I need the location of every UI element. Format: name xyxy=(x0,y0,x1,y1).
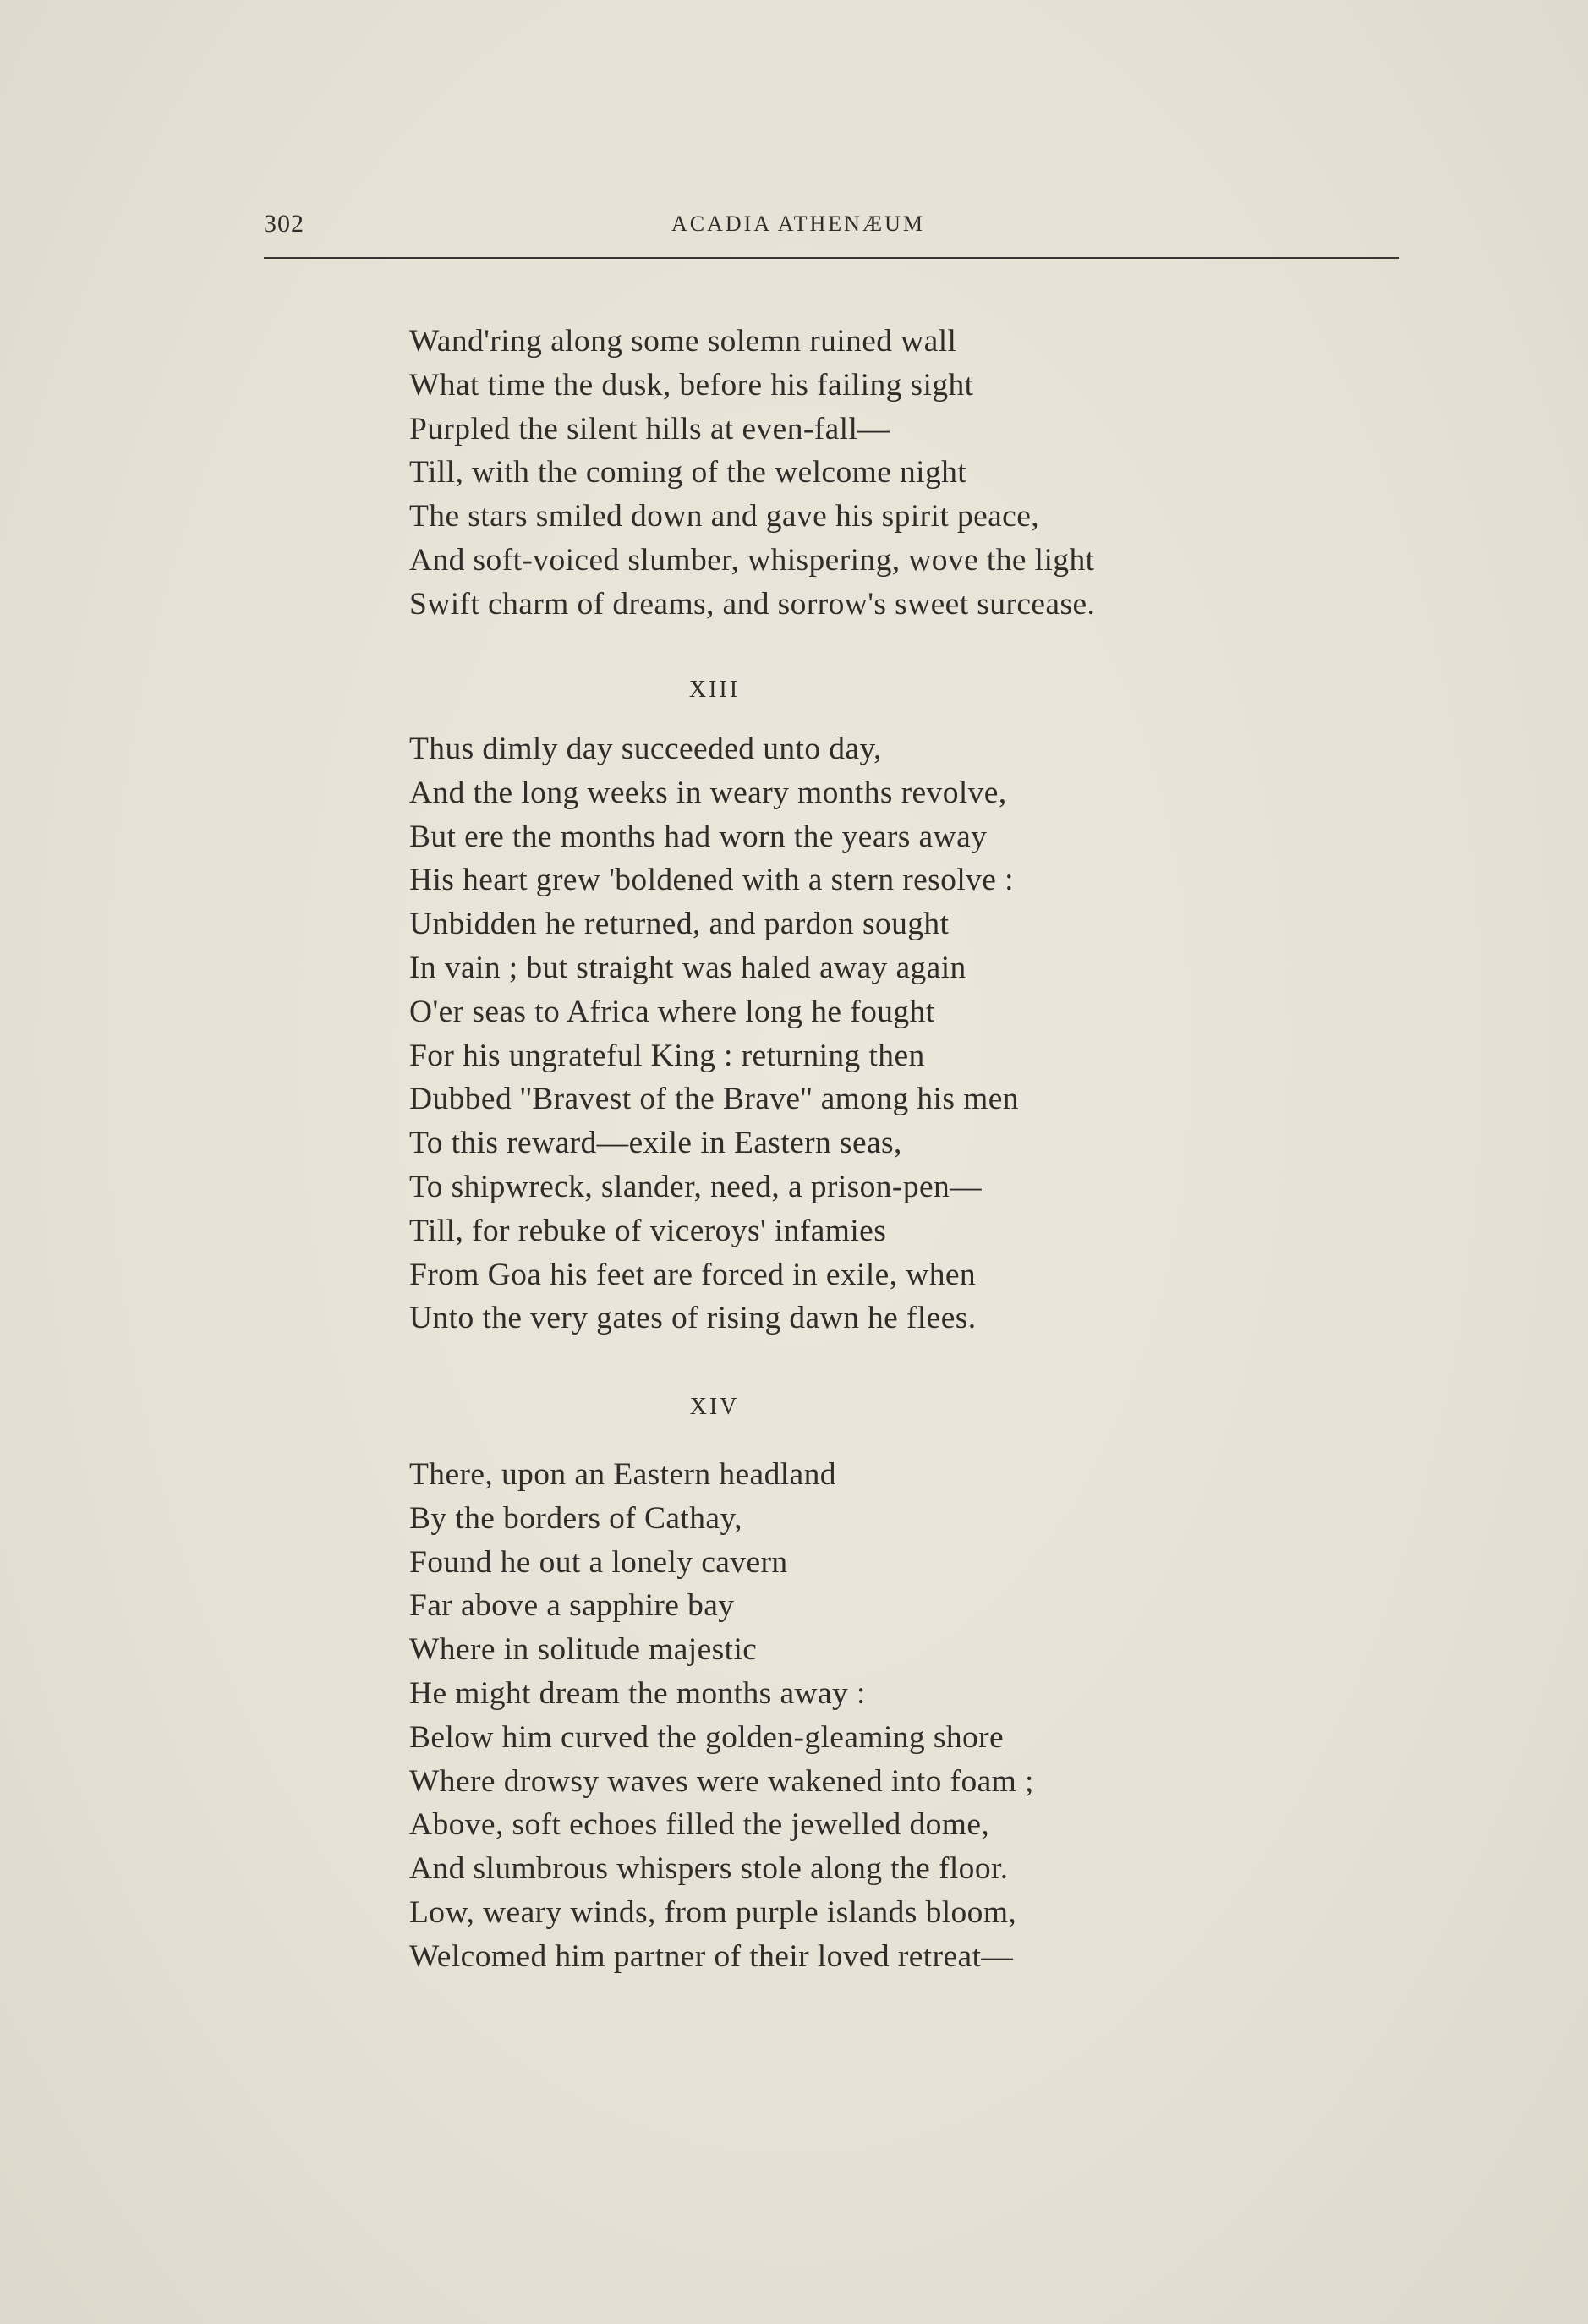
poem-line: Wand'ring along some solemn ruined wall xyxy=(409,324,957,359)
poem-line: There, upon an Eastern headland xyxy=(409,1457,836,1492)
poem-line: To shipwreck, slander, need, a prison-pen— xyxy=(409,1169,983,1204)
poem-line: Below him curved the golden-gleaming shore xyxy=(409,1719,1005,1755)
poem-line: Unbidden he returned, and pardon sought xyxy=(409,907,950,942)
running-head: ACADIA ATHENÆUM xyxy=(671,211,925,236)
poem-line: Welcomed him partner of their loved retreat— xyxy=(409,1938,1014,1974)
poem-line: And slumbrous whispers stole along the floor. xyxy=(409,1851,1009,1887)
poem-line: Till, for rebuke of viceroys' infamies xyxy=(409,1213,887,1248)
poem-line: For his ungrateful King : returning then xyxy=(409,1038,925,1073)
stanza-numeral-xiv: XIV xyxy=(689,1394,740,1420)
header-rule xyxy=(264,257,1399,259)
poem-line: Far above a sapphire bay xyxy=(409,1588,735,1624)
poem-line: Purpled the silent hills at even-fall— xyxy=(409,411,890,447)
poem-line: He might dream the months away : xyxy=(409,1675,866,1711)
poem-line: O'er seas to Africa where long he fought xyxy=(409,994,935,1029)
poem-line: In vain ; but straight was haled away again xyxy=(409,950,966,985)
poem-line: Low, weary winds, from purple islands bloom, xyxy=(409,1894,1017,1930)
poem-line: Where drowsy waves were wakened into foam ; xyxy=(409,1763,1034,1799)
poem-line: Dubbed ''Bravest of the Brave'' among his men xyxy=(409,1082,1019,1117)
poem-line: And soft-voiced slumber, whispering, wove the light xyxy=(409,542,1095,578)
poem-line: Above, soft echoes filled the jewelled dome, xyxy=(409,1807,990,1843)
poem-line: Where in solitude majestic xyxy=(409,1632,758,1668)
poem-line: His heart grew 'boldened with a stern resolve : xyxy=(409,863,1014,898)
poem-line: The stars smiled down and gave his spirit peace, xyxy=(409,499,1040,534)
poem-line: And the long weeks in weary months revolve, xyxy=(409,775,1007,810)
poem-line: To this reward—exile in Eastern seas, xyxy=(409,1126,902,1161)
poem-line: What time the dusk, before his failing sight xyxy=(409,367,974,403)
poem-line: Swift charm of dreams, and sorrow's sweet surcease. xyxy=(409,586,1096,622)
poem-line: Found he out a lonely cavern xyxy=(409,1544,788,1580)
poem-line: By the borders of Cathay, xyxy=(409,1500,742,1536)
stanza-numeral-xiii: XIII xyxy=(688,677,741,703)
page-number: 302 xyxy=(264,210,304,238)
stanza-xiv xyxy=(409,1453,1034,1979)
poem-line: Unto the very gates of rising dawn he flees. xyxy=(409,1301,977,1336)
stanza-xiii xyxy=(409,727,1019,1340)
poem-line: From Goa his feet are forced in exile, when xyxy=(409,1257,977,1292)
poem-line: But ere the months had worn the years away xyxy=(409,819,988,854)
poem-line: Thus dimly day succeeded unto day, xyxy=(409,732,882,766)
poem-line: Till, with the coming of the welcome night xyxy=(409,455,967,491)
page-header xyxy=(264,210,1399,244)
stanza-continued xyxy=(409,320,1095,627)
